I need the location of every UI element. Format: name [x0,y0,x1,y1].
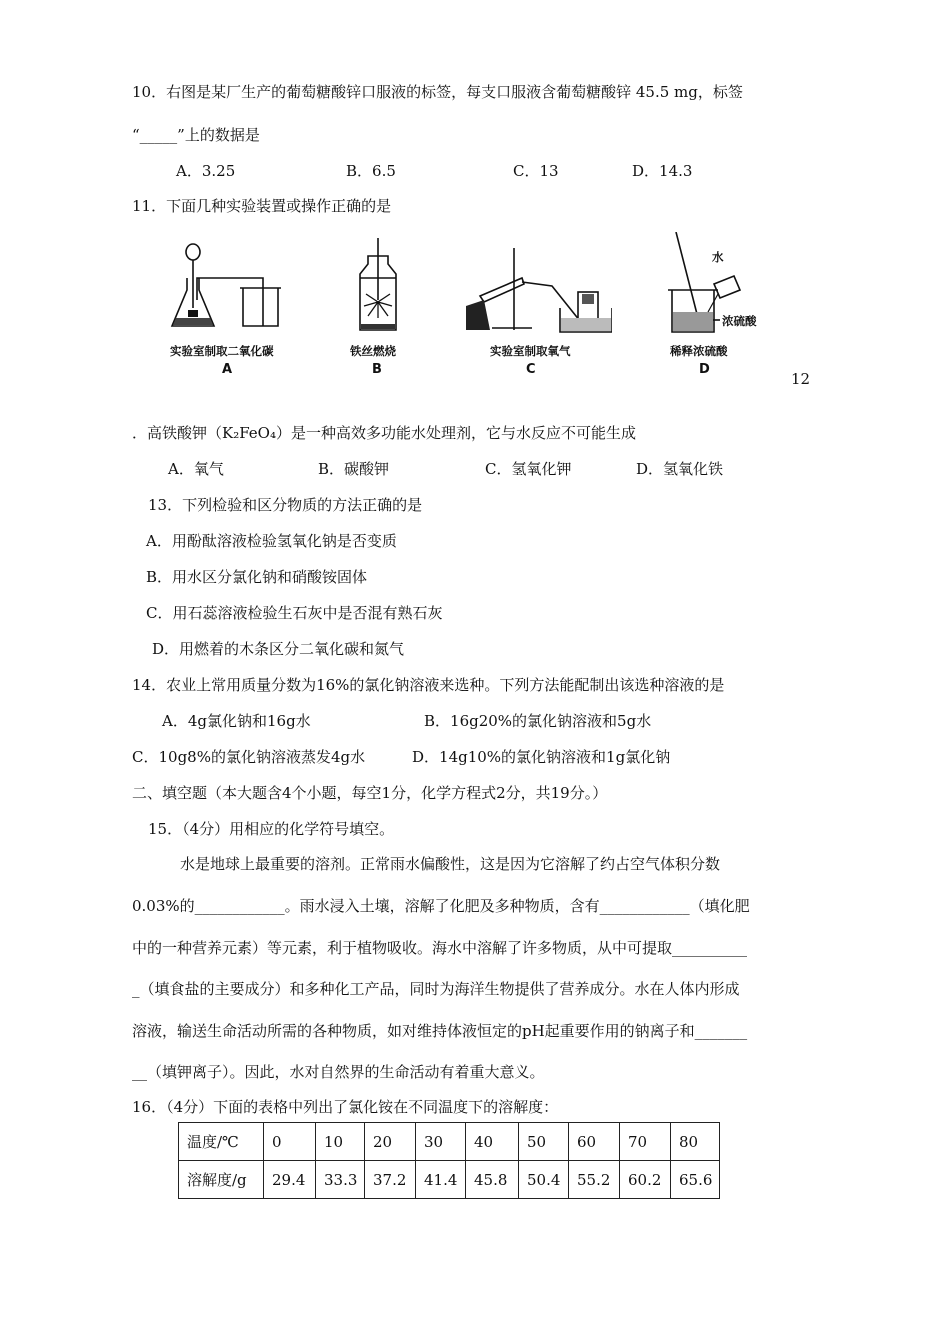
q14-stem: 14．农业上常用质量分数为16%的氯化钠溶液来选种。下列方法能配制出该选种溶液的是 [132,676,725,694]
solubility-table [178,1122,720,1199]
figure-d-acid-label: 浓硫酸 [722,314,757,328]
q11-stem: 11．下面几种实验装置或操作正确的是 [132,197,392,215]
table-cell: 50 [519,1123,569,1161]
q14-option-b: B．16g20%的氯化钠溶液和5g水 [424,712,652,730]
figure-b-iron-burning [352,238,402,338]
figure-c-letter: C [526,362,536,377]
table-cell: 60 [569,1123,620,1161]
table-cell: 50.4 [519,1161,569,1199]
figure-d-caption: 稀释浓硫酸 [670,344,728,358]
q10-option-c: C．13 [513,162,559,180]
table-cell: 20 [365,1123,416,1161]
q13-option-c: C．用石蕊溶液检验生石灰中是否混有熟石灰 [146,604,443,622]
figure-a-letter: A [222,362,233,377]
q12-option-a: A．氧气 [168,460,224,478]
figure-b-letter: B [372,362,382,377]
table-cell: 60.2 [620,1161,671,1199]
q12-option-c: C．氢氧化钾 [485,460,572,478]
table-row [179,1123,720,1161]
figure-d-water-label: 水 [712,250,724,264]
table-row-header-temperature: 温度/℃ [179,1123,264,1161]
table-row-header-solubility: 溶解度/g [179,1161,264,1199]
q10-option-b: B．6.5 [346,162,396,180]
q12-number: 12 [791,370,811,388]
table-cell: 65.6 [671,1161,720,1199]
table-cell: 29.4 [264,1161,316,1199]
q13-option-a: A．用酚酞溶液检验氢氧化钠是否变质 [146,532,397,550]
table-cell: 55.2 [569,1161,620,1199]
q12-option-d: D．氢氧化铁 [636,460,724,478]
table-cell: 0 [264,1123,316,1161]
table-cell: 37.2 [365,1161,416,1199]
q13-option-d: D．用燃着的木条区分二氧化碳和氮气 [152,640,405,658]
q15-paragraph-line: _（填食盐的主要成分）和多种化工产品，同时为海洋生物提供了营养成分。水在人体内形成 [132,980,740,998]
figure-c-caption: 实验室制取氧气 [490,344,571,358]
figure-a-caption: 实验室制取二氧化碳 [170,344,274,358]
table-cell: 40 [466,1123,519,1161]
q12-option-b: B．碳酸钾 [318,460,390,478]
table-cell: 45.8 [466,1161,519,1199]
q10-option-a: A．3.25 [176,162,236,180]
figure-b-caption: 铁丝燃烧 [350,344,396,358]
q13-option-b: B．用水区分氯化钠和硝酸铵固体 [146,568,368,586]
section-2-heading: 二、填空题（本大题含4个小题，每空1分，化学方程式2分，共19分。） [132,784,608,802]
q14-option-c: C．10g8%的氯化钠溶液蒸发4g水 [132,748,366,766]
q12-stem: ．高铁酸钾（K₂FeO₄）是一种高效多功能水处理剂，它与水反应不可能生成 [132,424,636,442]
q15-paragraph-line: 中的一种营养元素）等元素，利于植物吸收。海水中溶解了许多物质，从中可提取__________ [132,939,748,957]
q15-paragraph-line: 水是地球上最重要的溶剂。正常雨水偏酸性，这是因为它溶解了约占空气体积分数 [180,855,721,873]
figure-c-oxygen-apparatus [462,238,612,338]
table-cell: 41.4 [416,1161,466,1199]
q14-option-a: A．4g氯化钠和16g水 [162,712,311,730]
figure-a-co2-apparatus [168,238,288,338]
table-cell: 80 [671,1123,720,1161]
q15-paragraph-line: __（填钾离子）。因此，水对自然界的生命活动有着重大意义。 [132,1063,545,1081]
table-cell: 30 [416,1123,466,1161]
q13-stem: 13．下列检验和区分物质的方法正确的是 [148,496,423,514]
q15-paragraph-line: 溶液，输送生命活动所需的各种物质，如对维持体液恒定的pH起重要作用的钠离子和_______ [132,1022,748,1040]
table-cell: 33.3 [316,1161,365,1199]
q14-option-d: D．14g10%的氯化钠溶液和1g氯化钠 [412,748,671,766]
table-row [179,1161,720,1199]
table-cell: 70 [620,1123,671,1161]
table-cell: 10 [316,1123,365,1161]
q15-paragraph-line: 0.03%的____________。雨水浸入土壤，溶解了化肥及多种物质，含有____________（填化肥 [132,897,750,915]
q10-option-d: D．14.3 [632,162,693,180]
q15-stem: 15．（4分）用相应的化学符号填空。 [148,820,395,838]
figure-d-letter: D [699,362,710,377]
q10-line2: “_____”上的数据是 [132,126,260,144]
q16-stem: 16．（4分）下面的表格中列出了氯化铵在不同温度下的溶解度： [132,1098,559,1116]
q10-line1: 10．右图是某厂生产的葡萄糖酸锌口服液的标签，每支口服液含葡萄糖酸锌 45.5 mg，标签 [132,83,743,101]
